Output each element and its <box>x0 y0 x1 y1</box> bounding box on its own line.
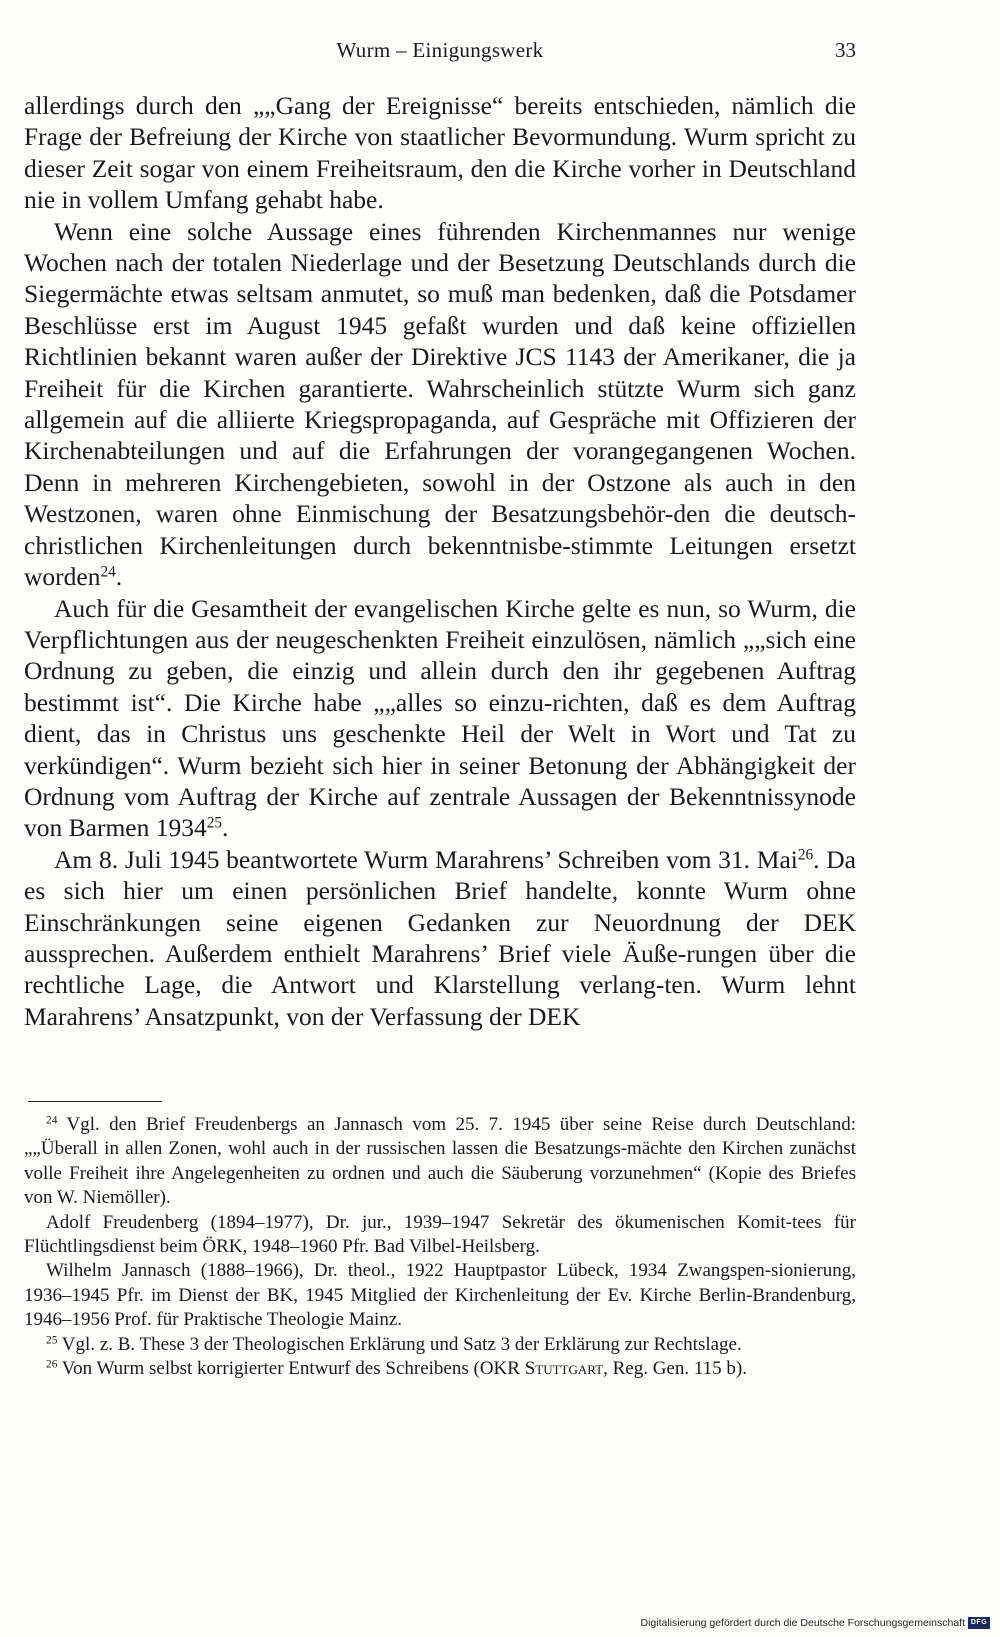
paragraph-3-text: Auch für die Gesamtheit der evangelischen Kirche gelte es nun, so Wurm, die Verpflichtungen aus der neugeschenkten Freiheit einzulösen, nämlich „„sich eine Ordnung zu geben, die einzig und allein durch den ihr gegebenen Auftrag bestimmt ist“. Die Kirche habe „„alles so einzu-richten, daß es dem Auftrag dient, das in Christus uns geschenkte Heil der Welt in Wort und Tat zu verkündigen“. Wurm bezieht sich hier in seiner Betonung der Abhängigkeit der Ordnung vom Auftrag der Kirche auf zentrale Aussagen der Bekenntnissynode von Barmen 1934 <box>24 593 856 843</box>
dfg-logo-icon: DFG <box>968 1617 990 1629</box>
body-text <box>24 90 856 1032</box>
footnote-ref-25: 25 <box>206 814 223 832</box>
paragraph-2-end: . <box>115 562 123 592</box>
footnote-divider <box>28 1101 162 1102</box>
footnote-ref-26: 26 <box>797 846 814 864</box>
footnote-24-text: Vgl. den Brief Freudenbergs an Jannasch vom 25. 7. 1945 über seine Reise durch Deutschland: „„Überall in allen Zonen, wohl auch in der russischen lassen die Besatzungs-mächte den Kirchen zunächst volle Freiheit ihre Angelegenheiten zu ordnen und auch die Säuberung vorzunehmen“ (Kopie des Briefes von W. Niemöller). <box>24 1114 856 1209</box>
footnote-24-jannasch: Wilhelm Jannasch (1888–1966), Dr. theol., 1922 Hauptpastor Lübeck, 1934 Zwangspen-sionierung, 1936–1945 Pfr. im Dienst der BK, 1945 Mitglied der Kirchenleitung der Ev. Kirche Berlin-Brandenburg, 1946–1956 Prof. für Praktische Theologie Mainz. <box>24 1260 856 1331</box>
footnote-26-number: 26 <box>46 1358 58 1371</box>
footnote-24-number: 24 <box>46 1114 58 1127</box>
footnote-26 <box>24 1357 856 1381</box>
paragraph-1: allerdings durch den „„Gang der Ereignisse“ bereits entschieden, nämlich die Frage der Befreiung der Kirche von staatlicher Bevormundung. Wurm spricht zu dieser Zeit sogar von einem Freiheitsraum, den die Kirche vorher in Deutschland nie in vollem Umfang gehabt habe. <box>24 91 856 215</box>
footnote-25-text: Vgl. z. B. These 3 der Theologischen Erklärung und Satz 3 der Erklärung zur Rechtslage. <box>57 1333 742 1355</box>
footnote-26-text-b: , Reg. Gen. 115 b). <box>603 1358 747 1380</box>
paragraph-2 <box>24 216 856 593</box>
footnote-24 <box>24 1113 856 1211</box>
paragraph-4-text: . Da es sich hier um einen persönlichen Brief handelte, konnte Wurm ohne Einschränkungen seine eigenen Gedanken zur Neuordnung der DEK aussprechen. Außerdem enthielt Marahrens’ Brief viele Äuße-rungen über die rechtliche Lage, die Antwort und Klarstellung verlang-ten. Wurm lehnt Marahrens’ Ansatzpunkt, von der Verfassung der DEK <box>24 844 857 1031</box>
paragraph-4 <box>24 844 856 1032</box>
digitization-note <box>640 1617 990 1629</box>
footnotes <box>24 1113 856 1381</box>
footnote-25-number: 25 <box>46 1334 58 1347</box>
paragraph-3 <box>24 593 856 844</box>
running-title: Wurm – Einigungswerk <box>336 38 544 62</box>
running-head <box>24 38 856 68</box>
digitization-text: Digitalisierung gefördert durch die Deutsche Forschungsgemeinschaft <box>640 1617 965 1629</box>
paragraph-4-start: Am 8. Juli 1945 beantwortete Wurm Marahrens’ Schreiben vom 31. Mai <box>54 844 798 874</box>
footnote-26-archive: Stuttgart <box>524 1358 604 1380</box>
paragraph-3-end: . <box>222 813 229 843</box>
paragraph-2-text: Wenn eine solche Aussage eines führenden Kirchenmannes nur wenige Wochen nach der totalen Niederlage und der Besetzung Deutschlands durch die Siegermächte etwas seltsam anmutet, so muß man bedenken, daß die Potsdamer Beschlüsse erst im August 1945 gefaßt wurden und daß keine offiziellen Richtlinien bekannt waren außer der Direktive JCS 1143 der Amerikaner, die ja Freiheit für die Kirchen garantierte. Wahrscheinlich stützte Wurm sich ganz allgemein auf die alliierte Kriegspropaganda, auf Gespräche mit Offizieren der Kirchenabteilungen und auf die Erfahrungen der vorangegangenen Wochen. Denn in mehreren Kirchengebieten, sowohl in der Ostzone als auch in den Westzonen, waren ohne Einmischung der Besatzungsbehör-den die deutsch-christlichen Kirchenleitungen durch bekenntnisbe-stimmte Leitungen ersetzt worden <box>24 216 856 592</box>
footnote-26-text-a: Von Wurm selbst korrigierter Entwurf des Schreibens (OKR <box>57 1358 525 1380</box>
footnote-ref-24: 24 <box>100 563 116 581</box>
page-number: 33 <box>835 38 856 62</box>
footnote-24-freudenberg: Adolf Freudenberg (1894–1977), Dr. jur., 1939–1947 Sekretär des ökumenischen Komit-tees für Flüchtlingsdienst beim ÖRK, 1948–1960 Pfr. Bad Vilbel-Heilsberg. <box>24 1211 856 1258</box>
footnote-25 <box>24 1333 856 1357</box>
